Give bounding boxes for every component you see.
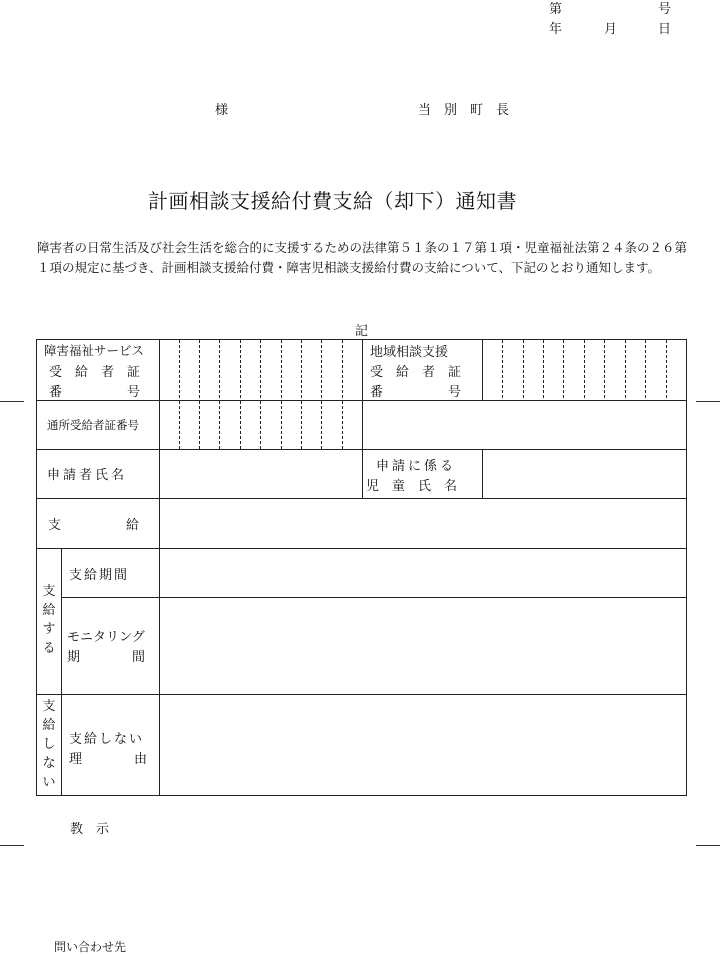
regional-support-label-1: 地域相談支援	[370, 345, 449, 360]
recipient-sama: 様	[215, 103, 229, 118]
date-tsuki: 月	[604, 22, 618, 37]
no-pay-reason-label-2: 理 由	[69, 752, 148, 767]
regional-support-label-2: 受 給 者 証	[370, 365, 462, 380]
no-pay-group-label: 支給しない	[42, 699, 56, 790]
welfare-service-label-3: 番 号	[49, 385, 141, 400]
payment-label: 支 給	[48, 518, 140, 533]
child-name-label-2: 児 童 氏 名	[366, 479, 458, 494]
pay-group-label: 支給する	[42, 584, 56, 656]
monitoring-period-label-2: 期 間	[67, 650, 146, 665]
welfare-service-label-1: 障害福祉サービス	[44, 343, 145, 358]
welfare-service-label-2: 受 給 者 証	[49, 365, 141, 380]
number-dai: 第	[549, 2, 563, 17]
regional-support-label-3: 番 号	[370, 385, 462, 400]
number-go: 号	[658, 2, 672, 17]
issuer-name: 当 別 町 長	[418, 103, 510, 118]
body-paragraph: 障害者の日常生活及び社会生活を総合的に支援するための法律第５１条の１７第１項・児童福祉法第２４条の２６第１項の規定に基づき、計画相談支援給付費・障害児相談支援給付費の支給について、下記のとおり通知します。	[37, 240, 688, 275]
applicant-name-label: 申請者氏名	[47, 468, 128, 483]
payment-period-label: 支給期間	[69, 568, 130, 583]
no-pay-reason-label-1: 支給しない	[69, 732, 145, 747]
date-nen: 年	[549, 22, 563, 37]
contact-label: 問い合わせ先	[54, 940, 127, 954]
child-name-label-1: 申請に係る	[376, 459, 457, 474]
ki-heading: 記	[355, 324, 369, 339]
day-service-number-label: 通所受給者証番号	[47, 418, 139, 432]
monitoring-period-label-1: モニタリング	[67, 630, 145, 645]
instruction-label: 教 示	[70, 822, 110, 837]
document-title: 計画相談支援給付費支給（却下）通知書	[148, 189, 517, 213]
date-hi: 日	[658, 22, 672, 37]
